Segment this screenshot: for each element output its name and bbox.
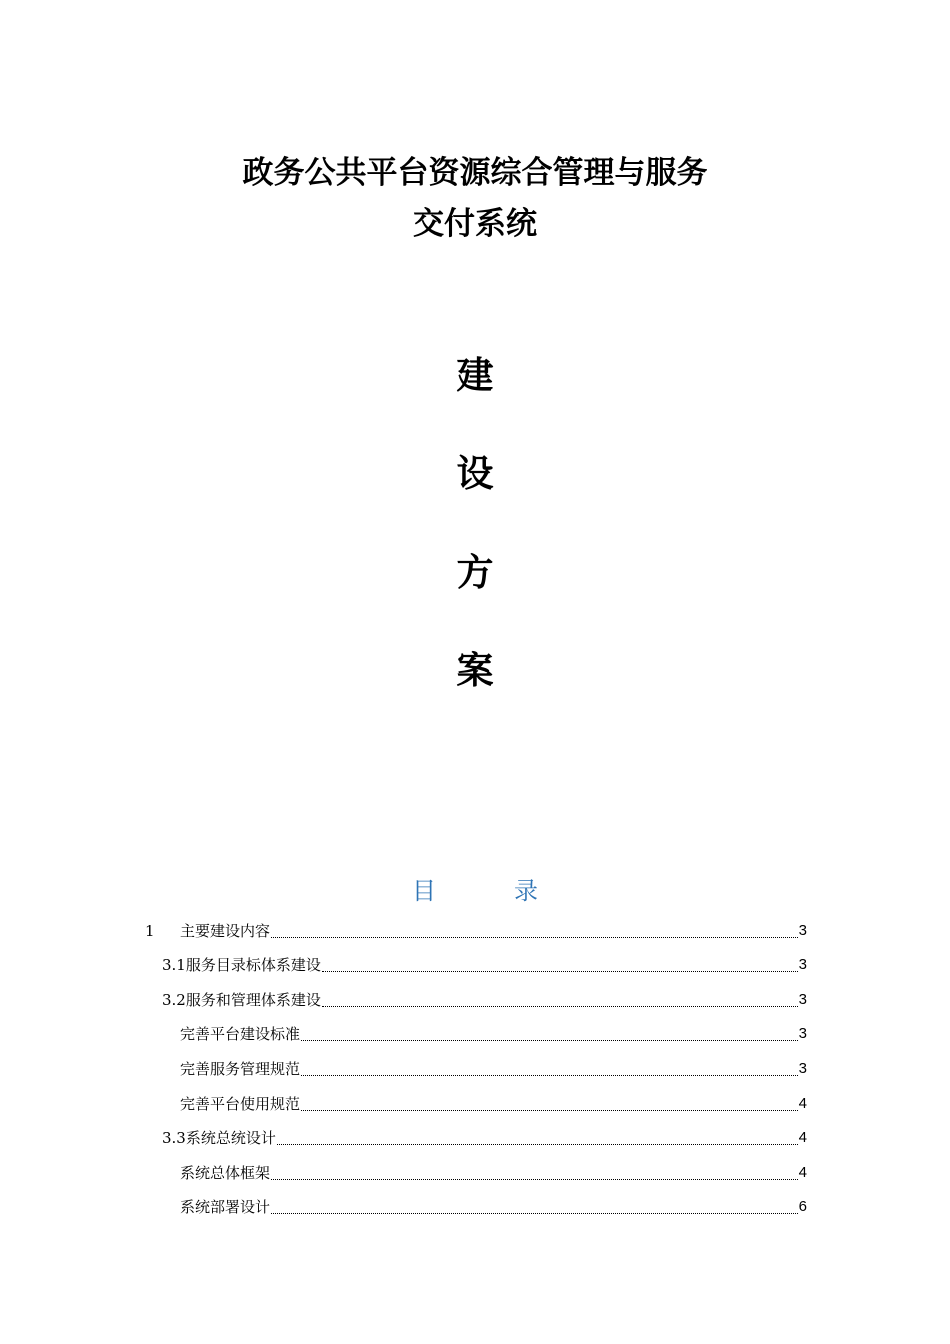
toc-entry-page: 6 <box>798 1198 807 1215</box>
toc-entry-page: 4 <box>798 1164 807 1181</box>
toc-entry[interactable] <box>180 1057 807 1081</box>
toc-entry-text: 完善服务管理规范 <box>180 1060 301 1078</box>
toc-entry-number: 1 <box>145 922 155 940</box>
toc-dot-leader <box>301 1040 798 1041</box>
toc-entry-page: 3 <box>798 991 807 1008</box>
toc-dot-leader <box>271 1179 798 1180</box>
toc-entry[interactable] <box>162 988 807 1012</box>
toc-entry-number: 3.2 <box>162 991 186 1009</box>
toc-entry-text: 系统总体框架 <box>180 1164 271 1182</box>
cover-char-an: 案 <box>456 648 494 692</box>
document-title-line-1: 政务公共平台资源综合管理与服务 <box>242 155 708 191</box>
toc-entry[interactable] <box>180 1092 807 1116</box>
toc-entry[interactable] <box>180 1161 807 1185</box>
toc-dot-leader <box>301 1110 798 1111</box>
toc-entry[interactable] <box>162 1126 807 1150</box>
toc-dot-leader <box>322 971 798 972</box>
toc-dot-leader <box>301 1075 798 1076</box>
toc-entry[interactable] <box>162 953 807 977</box>
cover-char-fang: 方 <box>456 550 494 594</box>
cover-char-jian: 建 <box>456 353 494 397</box>
toc-entry-number: 3.3 <box>162 1129 186 1147</box>
toc-entry-page: 4 <box>798 1095 807 1112</box>
toc-entry-text: 主要建设内容 <box>180 922 271 940</box>
cover-char-she: 设 <box>456 451 494 495</box>
toc-entry-text: 服务和管理体系建设 <box>185 991 321 1009</box>
toc-entry-page: 3 <box>798 1060 807 1077</box>
toc-entry[interactable] <box>180 1195 807 1219</box>
toc-entry-page: 4 <box>798 1129 807 1146</box>
document-title-line-2: 交付系统 <box>413 206 537 242</box>
toc-entry-text: 完善平台建设标准 <box>180 1025 301 1043</box>
toc-heading-part-2: 录 <box>514 877 538 905</box>
toc-dot-leader <box>271 1213 798 1214</box>
toc-entry-text: 完善平台使用规范 <box>180 1095 301 1113</box>
toc-heading-part-1: 目 <box>412 877 436 905</box>
toc-entry[interactable] <box>180 1022 807 1046</box>
toc-entry-number: 3.1 <box>162 956 186 974</box>
toc-entry-page: 3 <box>798 1025 807 1042</box>
toc-entry-text: 系统总统设计 <box>185 1129 276 1147</box>
toc-dot-leader <box>277 1144 798 1145</box>
toc-dot-leader <box>322 1006 798 1007</box>
toc-entry-text: 系统部署设计 <box>180 1198 271 1216</box>
toc-entry-text: 服务目录标体系建设 <box>185 956 321 974</box>
toc-entry-page: 3 <box>798 956 807 973</box>
toc-dot-leader <box>271 937 798 938</box>
toc-entry-page: 3 <box>798 922 807 939</box>
toc-entry[interactable] <box>145 919 807 943</box>
toc-heading <box>0 874 950 908</box>
